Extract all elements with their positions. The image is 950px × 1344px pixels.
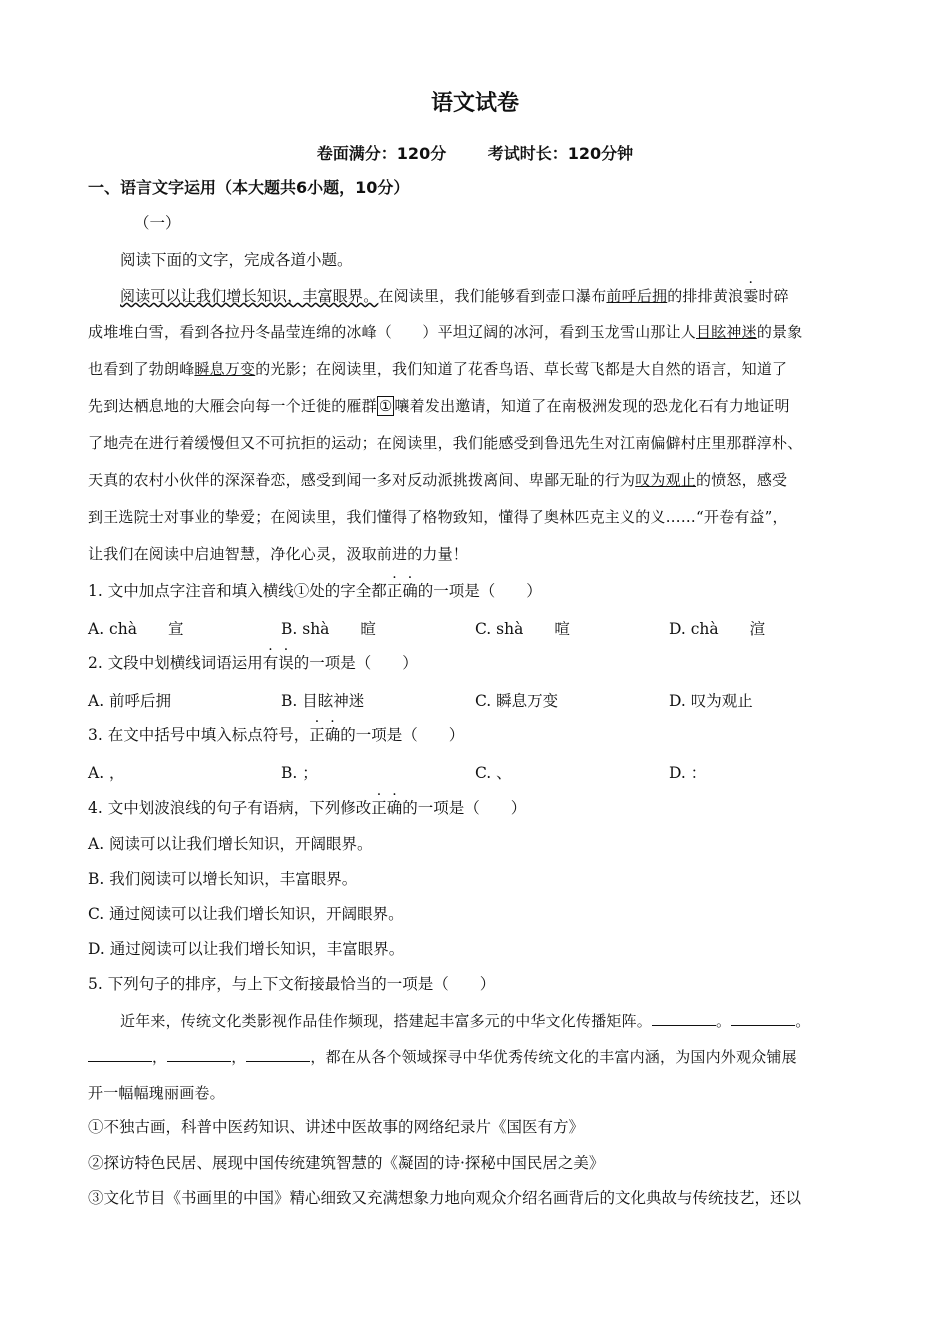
q5-item-2: ②探访特色民居、展现中国传统建筑智慧的《凝固的诗·探秘中国民居之美》: [88, 1154, 605, 1172]
q5-passage-line: 开一幅幅瑰丽画卷。: [88, 1084, 225, 1102]
blank: [246, 1047, 310, 1062]
q1-option-c[interactable]: C. shà 喧: [475, 620, 570, 638]
blank: [167, 1047, 231, 1062]
underlined-word: 瞬息万变: [194, 360, 256, 378]
q3-option-d[interactable]: D. ：: [669, 764, 707, 782]
q4-option-a[interactable]: A. 阅读可以让我们增长知识，开阔眼界。: [88, 835, 373, 853]
full-score: 卷面满分：120分: [316, 144, 447, 163]
q5-passage-line: ， ， ，都在从各个领域探寻中华优秀传统文化的丰富内涵，为国内外观众铺展: [88, 1047, 797, 1067]
section-heading: 一、语言文字运用（本大题共6小题，10分）: [88, 178, 410, 197]
q3-option-a[interactable]: A. ，: [88, 764, 125, 782]
q4-option-c[interactable]: C. 通过阅读可以让我们增长知识，开阔眼界。: [88, 905, 404, 923]
q3-option-b[interactable]: B. ；: [281, 764, 318, 782]
question-2: 2. 文段中划横线词语运用有误的一项是（ ）: [88, 654, 418, 672]
passage-line: 了地壳在进行着缓慢但又不可抗拒的运动；在阅读里，我们能感受到鲁迅先生对江南偏僻村庄里那群淳朴、: [88, 434, 803, 452]
page-title: 语文试卷: [430, 91, 519, 116]
exam-duration: 考试时长：120分钟: [487, 144, 634, 163]
q1-option-a[interactable]: A. chà 宣: [88, 620, 184, 638]
passage-line: 也看到了勃朗峰瞬息万变的光影；在阅读里，我们知道了花香鸟语、草长莺飞都是大自然的语言，知道了: [88, 360, 788, 378]
passage-line: 到王选院士对事业的挚爱；在阅读里，我们懂得了格物致知，懂得了奥林匹克主义的义……“开卷有益”，: [88, 508, 788, 526]
passage-line: 让我们在阅读中启迪智慧，净化心灵，汲取前进的力量！: [88, 545, 469, 563]
question-5: 5. 下列句子的排序，与上下文衔接最恰当的一项是（ ）: [88, 975, 496, 993]
blank: [88, 1047, 152, 1062]
dotted-char: 霎: [743, 287, 759, 305]
question-3: 3. 在文中括号中填入标点符号，正确的一项是（ ）: [88, 726, 465, 744]
passage-line: 成堆堆白雪，看到各拉丹冬晶莹连绵的冰峰（ ）平坦辽阔的冰河，看到玉龙雪山那让人目眩神迷的景象: [88, 323, 803, 341]
q4-option-d[interactable]: D. 通过阅读可以让我们增长知识，丰富眼界。: [88, 940, 405, 958]
blank: [731, 1011, 795, 1026]
passage-line: 阅读可以让我们增长知识，丰富眼界。在阅读里，我们能够看到壶口瀑布前呼后拥的排排黄浪霎时碎: [120, 287, 789, 305]
blank: [652, 1011, 716, 1026]
underlined-word: 前呼后拥: [606, 287, 668, 305]
underlined-word: 目眩神迷: [696, 323, 757, 341]
passage-line: 先到达栖息地的大雁会向每一个迁徙的雁群 ① 嚷着发出邀请，知道了在南极洲发现的恐龙化石有力地证明: [88, 397, 790, 415]
q2-option-b[interactable]: B. 目眩神迷: [281, 692, 365, 710]
q1-option-d[interactable]: D. chà 渲: [669, 620, 766, 638]
q5-item-1: ①不独古画，科普中医药知识、讲述中医故事的网络纪录片《国医有方》: [88, 1118, 585, 1136]
passage-line: 天真的农村小伙伴的深深眷恋，感受到闻一多对反动派挑拨离间、卑鄙无耻的行为叹为观止的愤怒，感受: [88, 471, 788, 489]
reading-instruction: 阅读下面的文字，完成各道小题。: [120, 251, 353, 269]
exam-info: [0, 141, 950, 164]
q4-option-b[interactable]: B. 我们阅读可以增长知识，丰富眼界。: [88, 870, 358, 888]
part-label: （一）: [134, 214, 181, 232]
q2-option-d[interactable]: D. 叹为观止: [669, 692, 753, 710]
q5-passage-line: 近年来，传统文化类影视作品佳作频现，搭建起丰富多元的中华文化传播矩阵。 。 。: [120, 1012, 811, 1030]
blank-1-box: ①: [378, 397, 393, 415]
q2-option-a[interactable]: A. 前呼后拥: [88, 692, 172, 710]
underlined-word: 叹为观止: [635, 471, 697, 489]
q2-option-c[interactable]: C. 瞬息万变: [475, 692, 559, 710]
q3-option-c[interactable]: C. 、: [475, 764, 512, 782]
wavy-sentence: 阅读可以让我们增长知识，丰富眼界。: [120, 287, 379, 305]
q1-option-b[interactable]: B. shà 暄: [281, 620, 376, 638]
q5-item-3: ③文化节目《书画里的中国》精心细致又充满想象力地向观众介绍名画背后的文化典故与传统技艺，还以: [88, 1189, 802, 1207]
question-1: 1. 文中加点字注音和填入横线①处的字全都正确的一项是（ ）: [88, 582, 542, 600]
question-4: 4. 文中划波浪线的句子有语病，下列修改正确的一项是（ ）: [88, 799, 527, 817]
